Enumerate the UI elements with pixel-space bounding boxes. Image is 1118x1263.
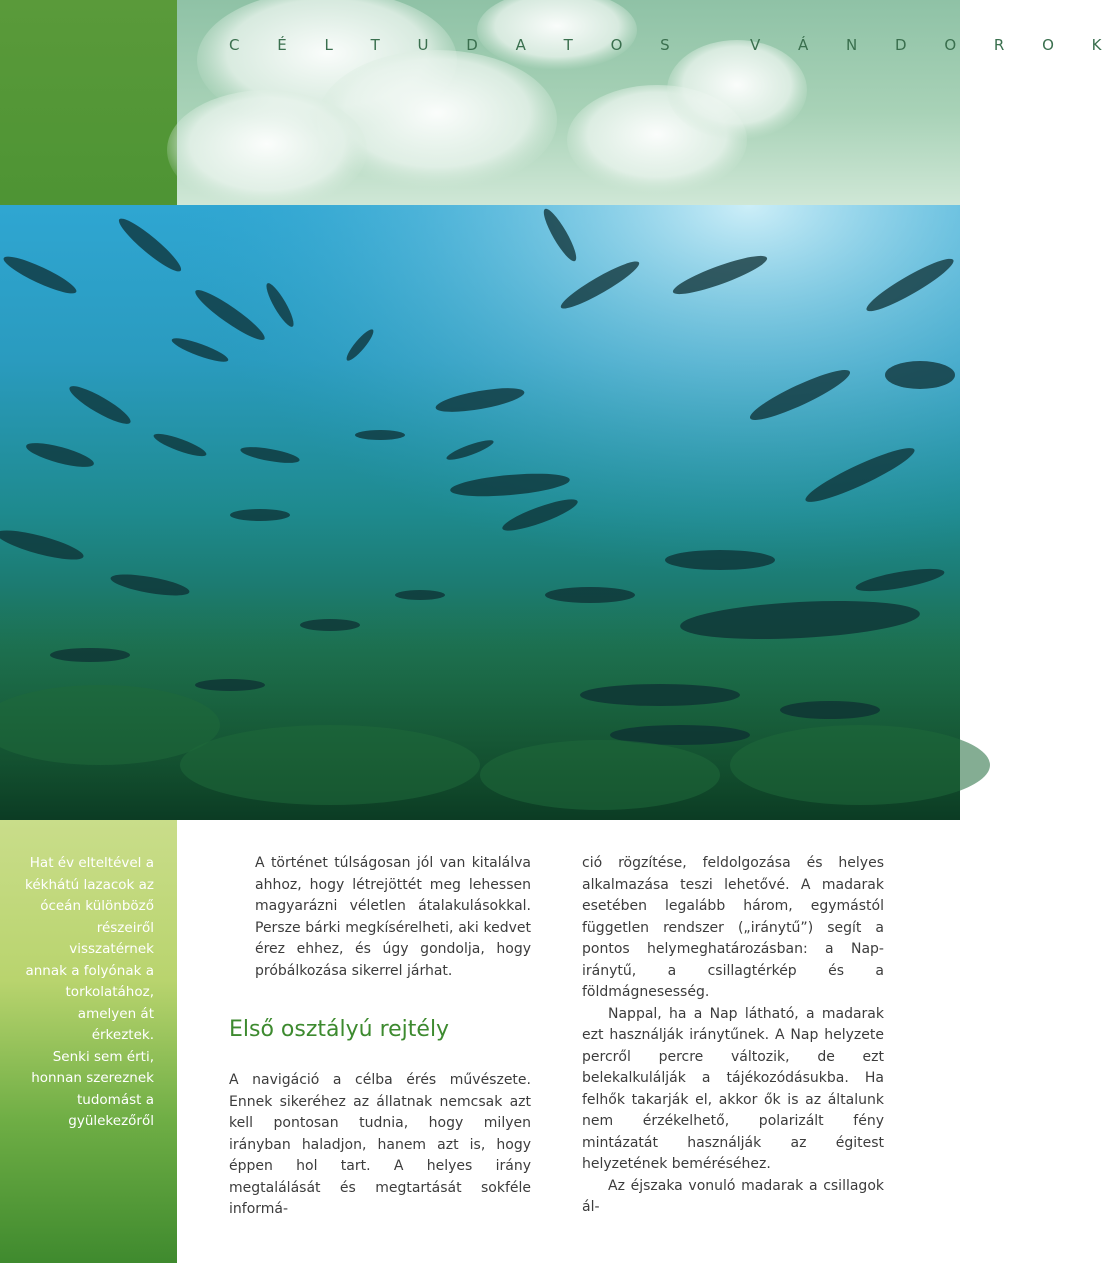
clouds-illustration xyxy=(177,0,960,205)
section-heading: Első osztályú rejtély xyxy=(229,1017,450,1042)
caption-line: annak a folyónak a xyxy=(25,962,154,979)
caption-line: részeiről visszatérnek xyxy=(69,919,154,957)
section-title: C É L T U D A T O S V Á N D O R O K xyxy=(229,36,1118,54)
cloud xyxy=(477,0,637,70)
caption-line: amelyen át érkeztek. xyxy=(77,1005,154,1043)
caption-line: gyülekezőről xyxy=(68,1113,154,1129)
underwater-salmon-photo xyxy=(0,205,960,820)
body-paragraph: A navigáció a célba érés művészete. Ennek sikeréhez az állatnak nemcsak azt kell pontosan tudnia, hogy milyen irányban haladjon, hanem azt is, hogy éppen hol tart. A helyes irány megtalálását és megtartását sokféle informá- xyxy=(229,1072,531,1217)
text-column-2 xyxy=(582,853,884,1219)
body-paragraph: Az éjszaka vonuló madarak a csillagok ál- xyxy=(582,1177,884,1215)
caption-line: Hat év elteltével a xyxy=(29,855,154,871)
body-paragraph: ció rögzítése, feldolgozása és helyes alkalmazása teszi lehetővé. A madarak esetében legalább három, egymástól független rendszer („iránytű”) segít a pontos helymeghatározásban: a Nap-iránytű, a csillagtérkép és a földmágnesesség. xyxy=(582,855,884,1000)
caption-line: Senki sem érti, xyxy=(52,1048,154,1065)
intro-paragraph: A történet túlságosan jól van kitalálva ahhoz, hogy létrejöttét meg lehessen magyarázni véletlen átalakulásokkal. Persze bárki megkísérelheti, aki kedvet érez ehhez, és úgy gondolja, hogy próbálkozása sikerrel járhat. xyxy=(255,855,531,979)
side-caption xyxy=(22,853,154,1133)
caption-line: honnan szereznek xyxy=(31,1070,154,1086)
cloud xyxy=(667,40,807,140)
text-column-1 xyxy=(229,853,531,1221)
caption-line: óceán különböző xyxy=(40,898,154,914)
caption-line: torkolatához, xyxy=(65,984,154,1000)
body-paragraph: Nappal, ha a Nap látható, a madarak ezt használják iránytűnek. A Nap helyzete percről percre változik, de ezt belekalkulálják a tájékozódásukba. Ha felhők takarják el, akkor ők is az általunk nem érzékelhető, polarizált fény mintázatát használják az égitest helyzetének beméréséhez. xyxy=(582,1005,884,1172)
sky-photo xyxy=(177,0,960,205)
cloud xyxy=(167,90,367,210)
caption-line: tudomást a xyxy=(77,1091,154,1108)
caption-line: kékhátú lazacok az xyxy=(25,876,154,893)
salmon-school-illustration xyxy=(0,205,960,820)
